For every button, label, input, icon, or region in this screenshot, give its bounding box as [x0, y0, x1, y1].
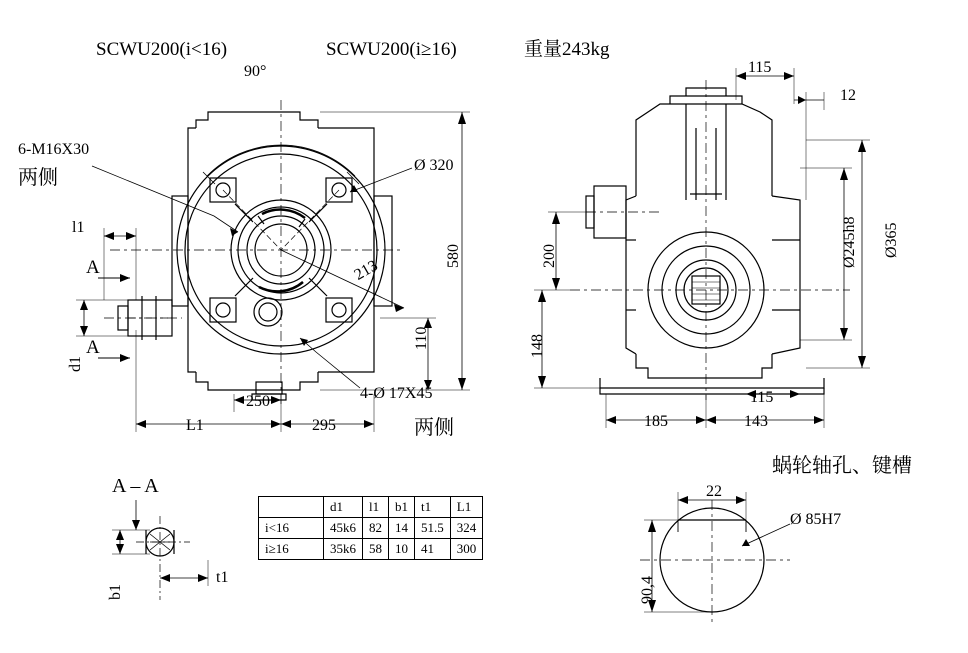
table-header-cell: t1 [415, 497, 451, 518]
label-bolt-6-m16x30: 6-M16X30 [18, 141, 90, 158]
label-dim-d1: d1 [67, 356, 84, 372]
label-bolt-both-sides: 两侧 [18, 167, 58, 189]
table-cell: 41 [415, 539, 451, 560]
title-weight: 重量243kg [524, 39, 610, 60]
label-side-115-top: 115 [748, 59, 772, 76]
label-dim-L1: L1 [186, 417, 204, 434]
label-section-a-a: A – A [112, 475, 159, 497]
label-side-200: 200 [541, 244, 558, 268]
label-side-143: 143 [744, 413, 768, 430]
table-cell: 35k6 [324, 539, 363, 560]
label-dia-320: Ø 320 [414, 157, 454, 174]
table-cell: 45k6 [324, 518, 363, 539]
label-angle-90: 90° [244, 63, 267, 80]
table-cell: 10 [389, 539, 415, 560]
label-hole-both-sides: 两侧 [414, 417, 454, 439]
title-right-model: SCWU200(i≥16) [326, 39, 457, 60]
table-header-cell: l1 [363, 497, 389, 518]
label-side-12: 12 [840, 87, 856, 104]
label-dim-295: 295 [312, 417, 336, 434]
label-side-185: 185 [644, 413, 668, 430]
label-bore-22: 22 [706, 483, 722, 500]
label-bore-keyway-title: 蜗轮轴孔、键槽 [772, 455, 912, 477]
table-cell: 82 [363, 518, 389, 539]
label-dim-213: 213 [351, 257, 381, 284]
label-t1: t1 [216, 569, 229, 586]
title-left-model: SCWU200(i<16) [96, 39, 228, 60]
table-cell: 324 [450, 518, 483, 539]
table-cell: i<16 [259, 518, 324, 539]
table-header-cell: L1 [450, 497, 483, 518]
table-cell: 51.5 [415, 518, 451, 539]
table-cell: i≥16 [259, 539, 324, 560]
label-dim-580: 580 [445, 244, 462, 268]
label-dim-250: 250 [246, 393, 270, 410]
label-dim-l1: l1 [72, 219, 85, 236]
table-header-cell: d1 [324, 497, 363, 518]
table-header-cell: b1 [389, 497, 415, 518]
label-dia-365: Ø365 [883, 222, 900, 258]
table-row [259, 539, 483, 560]
table-cell: 14 [389, 518, 415, 539]
label-side-148: 148 [529, 334, 546, 358]
table-cell: 58 [363, 539, 389, 560]
label-bore-90-4: 90,4 [639, 576, 656, 604]
label-section-a-top: A [86, 257, 100, 278]
label-dim-110: 110 [413, 326, 430, 350]
table-header-cell [259, 497, 324, 518]
spec-table [258, 496, 483, 560]
label-hole-4-d17x45: 4-Ø 17X45 [360, 385, 433, 402]
label-dia-245h8: Ø245h8 [841, 216, 858, 268]
label-b1: b1 [107, 584, 124, 600]
label-dia-85h7: Ø 85H7 [790, 511, 842, 528]
label-side-115-bottom: 115 [750, 389, 774, 406]
label-section-a-bottom: A [86, 337, 100, 358]
table-cell: 300 [450, 539, 483, 560]
table-row [259, 518, 483, 539]
table-header-row [259, 497, 483, 518]
